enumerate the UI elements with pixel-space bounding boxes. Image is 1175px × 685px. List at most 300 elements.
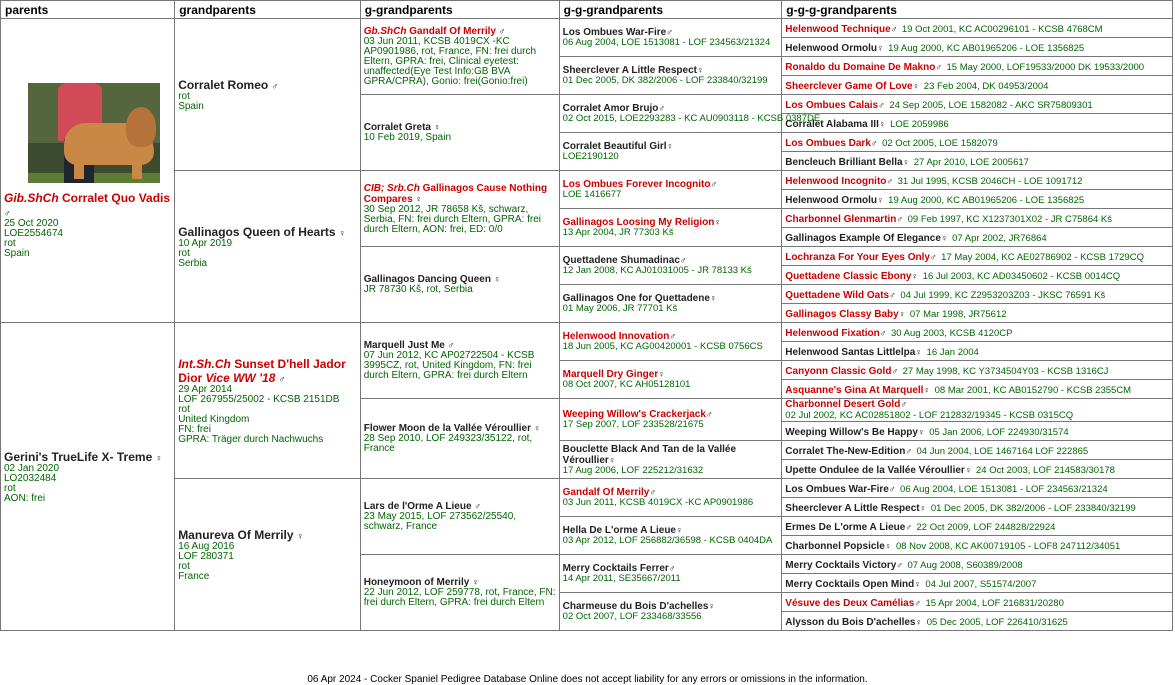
gen5-cell xyxy=(782,517,1173,536)
dog-name-link[interactable] xyxy=(785,309,905,320)
gen5-cell xyxy=(782,152,1173,171)
gen5-cell xyxy=(782,57,1173,76)
gen5-cell xyxy=(782,76,1173,95)
sex-icon: ♀ xyxy=(964,465,972,475)
dog-name-link[interactable] xyxy=(785,119,885,130)
dog-detail: 13 Apr 2004, JR 77303 Kš xyxy=(562,227,674,238)
gen4-cell xyxy=(559,57,782,95)
dog-name-link[interactable] xyxy=(4,191,171,219)
gen5-cell xyxy=(782,479,1173,498)
dog-name: Gandalf Of Merrily xyxy=(562,487,650,498)
dog-name: Helenwood Fixation xyxy=(785,328,880,339)
header-parents: parents xyxy=(1,1,175,19)
dog-detail: rot xyxy=(178,560,190,572)
gen4-cell xyxy=(559,517,782,555)
sex-icon: ♂ xyxy=(886,176,894,186)
header-g-g-g-grandparents: g-g-g-grandparents xyxy=(782,1,1173,19)
gen3-cell xyxy=(360,555,559,631)
disclaimer-footer: 06 Apr 2024 - Cocker Spaniel Pedigree Database Online does not accept liability for any errors or omissions in the information. xyxy=(307,674,868,685)
dog-detail: 08 Oct 2007, KC AH05128101 xyxy=(562,379,691,390)
gen5-cell xyxy=(782,498,1173,517)
dog-name-link[interactable] xyxy=(785,579,921,590)
header-g-g-grandparents: g-g-grandparents xyxy=(559,1,782,19)
sex-icon: ♀ xyxy=(433,122,441,132)
dog-detail: Serbia xyxy=(178,257,208,269)
dog-name: Sheerclever Game Of Love xyxy=(785,81,913,92)
dog-name: Gallinagos One for Quettadene xyxy=(562,293,710,304)
gen1-cell xyxy=(1,19,175,323)
gen5-cell xyxy=(782,304,1173,323)
dog-detail: 04 Jul 2007, S51574/2007 xyxy=(925,579,1037,590)
dog-detail: LOF 267955/25002 - KCSB 2151DB xyxy=(178,393,340,405)
dog-name: Merry Cocktails Victory xyxy=(785,560,897,571)
dog-name-link[interactable] xyxy=(4,450,171,464)
dog-detail: 02 Oct 2005, LOE 1582079 xyxy=(882,138,998,149)
sex-icon: ♂ xyxy=(666,27,673,37)
dog-name: Canyonn Classic Gold xyxy=(785,366,892,377)
sex-icon: ♂ xyxy=(4,207,11,218)
dog-detail: 16 Aug 2016 xyxy=(178,540,235,552)
dog-photo[interactable] xyxy=(28,83,160,183)
dog-detail: 04 Jul 1999, KC Z2953203Z03 - JKSC 76591 Kš xyxy=(900,290,1106,301)
gen5-cell xyxy=(782,209,1173,228)
gen3-cell xyxy=(360,95,559,171)
dog-name: Flower Moon de la Vallée Véroullier xyxy=(363,423,531,434)
gen5-cell xyxy=(782,171,1173,190)
dog-name-link[interactable] xyxy=(785,176,893,187)
sex-icon: ♂ xyxy=(669,331,677,341)
dog-detail: 22 Jun 2012, LOF 259778, rot, France, FN: frei durch Eltern, GPRA: frei durch Eltern xyxy=(363,587,556,608)
dog-name-link[interactable] xyxy=(563,444,779,466)
sex-icon: ♂ xyxy=(498,26,506,36)
dog-detail: 03 Jun 2011, KCSB 4019CX -KC AP0901986 xyxy=(562,497,754,508)
dog-name-link[interactable] xyxy=(785,290,896,301)
sex-icon: ♂ xyxy=(474,501,482,511)
dog-detail: 17 May 2004, KC AE02786902 - KCSB 1729CQ xyxy=(941,252,1144,263)
sex-icon: ♀ xyxy=(714,217,722,227)
dog-name-link[interactable] xyxy=(785,195,883,206)
gen4-cell xyxy=(559,593,782,631)
dog-detail: 08 Mar 2001, KC AB0152790 - KCSB 2355CM xyxy=(934,385,1132,396)
sex-icon: ♀ xyxy=(415,193,423,204)
dog-detail: 31 Jul 1995, KCSB 2046CH - LOE 1091712 xyxy=(897,176,1083,187)
dog-detail: 28 Sep 2010, LOF 249323/35122, rot, France xyxy=(363,433,533,454)
dog-name: Helenwood Ormolu xyxy=(785,43,877,54)
sex-icon: ♂ xyxy=(888,484,896,494)
dog-name-link[interactable] xyxy=(785,399,1169,410)
dog-detail: LO2032484 xyxy=(4,472,57,484)
sex-icon: ♀ xyxy=(608,454,616,465)
dog-name-link[interactable] xyxy=(785,271,918,282)
dog-name: Corralet Alabama III xyxy=(785,119,879,130)
dog-detail: France xyxy=(178,570,210,582)
dog-name: Hella De L'orme A Lieue xyxy=(562,525,676,536)
sex-icon: ♀ xyxy=(696,65,704,75)
dog-detail: rot xyxy=(178,90,190,102)
dog-name: Lars de l'Orme A Lieue xyxy=(363,501,472,512)
dog-name-link[interactable] xyxy=(785,24,897,35)
dog-detail: 25 Oct 2020 xyxy=(4,217,59,229)
dog-name: Upette Ondulee de la Vallée Véroullier xyxy=(785,465,965,476)
gen5-cell xyxy=(782,285,1173,304)
dog-name: Corralet Romeo xyxy=(178,77,269,92)
dog-detail: 23 May 2015, LOF 273562/25540, schwarz, France xyxy=(363,511,517,532)
sex-icon: ♀ xyxy=(884,541,892,551)
dog-detail: 07 Apr 2002, JR76864 xyxy=(952,233,1047,244)
gen5-cell xyxy=(782,380,1173,399)
dog-name: Charbonnel Glenmartin xyxy=(785,214,897,225)
dog-detail: 02 Oct 2007, LOF 233468/33556 xyxy=(562,611,702,622)
gen2-cell xyxy=(175,323,361,479)
dog-detail: FN: frei xyxy=(178,423,211,435)
gen5-cell xyxy=(782,460,1173,479)
gen4-cell xyxy=(559,247,782,285)
gen5-cell xyxy=(782,342,1173,361)
dog-name: Charbonnel Popsicle xyxy=(785,541,885,552)
dog-detail: 07 Mar 1998, JR75612 xyxy=(909,309,1007,320)
sex-icon: ♀ xyxy=(898,309,906,319)
dog-detail: 24 Sep 2005, LOE 1582082 - AKC SR75809301 xyxy=(889,100,1093,111)
dog-name-link[interactable] xyxy=(785,62,942,73)
dog-name: Corralet Beautiful Girl xyxy=(562,141,667,152)
dog-detail: 19 Aug 2000, KC AB01965206 - LOE 1356825 xyxy=(888,43,1085,54)
dog-detail: 19 Aug 2000, KC AB01965206 - LOE 1356825 xyxy=(888,195,1085,206)
sex-icon: ♂ xyxy=(679,255,687,265)
dog-name: Quettadene Classic Ebony xyxy=(785,271,912,282)
dog-detail: 01 Dec 2005, DK 382/2006 - LOF 233840/32199 xyxy=(930,503,1136,514)
gen5-cell xyxy=(782,95,1173,114)
sex-icon: ♂ xyxy=(896,560,904,570)
title-prefix: Int.Sh.Ch xyxy=(178,356,231,371)
dog-name: Corralet Quo Vadis xyxy=(62,190,171,205)
sex-icon: ♀ xyxy=(658,369,665,379)
sex-icon: ♀ xyxy=(911,271,919,281)
dog-name: Gallinagos Dancing Queen xyxy=(363,274,491,285)
sex-icon: ♀ xyxy=(919,503,927,513)
sex-icon: ♂ xyxy=(870,138,878,148)
dog-name: Gallinagos Loosing My Religion xyxy=(562,217,715,228)
pedigree-row xyxy=(1,171,1173,190)
dog-detail: 01 May 2006, JR 77701 Kš xyxy=(562,303,678,314)
dog-detail: 03 Jun 2011, KCSB 4019CX -KC AP0901986, rot, France, FN: frei durch Eltern, GPRA: frei, Clinical eyetest: unaffected(Eye Test Info:GB BVA GPRA/CPRA), Gonio: frei(Gonio:frei) xyxy=(363,36,537,87)
gen5-cell xyxy=(782,399,1173,422)
dog-name: Gallinagos Queen of Hearts xyxy=(178,224,336,239)
sex-icon: ♀ xyxy=(876,195,884,205)
dog-detail: 04 Jun 2004, LOE 1467164 LOF 222865 xyxy=(916,446,1089,457)
dog-name: Gandalf Of Merrily xyxy=(409,26,496,37)
dog-detail: 16 Jul 2003, KC AD03450602 - KCSB 0014CQ xyxy=(922,271,1121,282)
dog-name-link[interactable] xyxy=(785,347,922,358)
dog-name-link[interactable] xyxy=(785,252,936,263)
dog-detail: Spain xyxy=(178,100,204,112)
gen4-cell xyxy=(559,95,821,133)
sex-icon: ♂ xyxy=(929,252,937,262)
dog-detail: 08 Nov 2008, KC AK00719105 - LOF8 247112/34051 xyxy=(895,541,1121,552)
dog-detail: 10 Apr 2019 xyxy=(178,237,233,249)
dog-name-link[interactable] xyxy=(178,78,357,92)
dog-name: Corralet Greta xyxy=(363,122,431,133)
dog-name: Marquell Just Me xyxy=(363,340,445,351)
gen4-cell xyxy=(559,209,782,247)
sex-icon: ♀ xyxy=(709,293,717,303)
gen5-cell xyxy=(782,361,1173,380)
dog-detail: rot xyxy=(4,237,16,249)
dog-detail: LOF 280371 xyxy=(178,550,234,562)
pedigree-row xyxy=(1,479,1173,498)
sex-icon: ♂ xyxy=(935,62,943,72)
dog-name-link[interactable] xyxy=(785,598,921,609)
dog-name: Bouclette Black And Tan de la Vallée Véroullier xyxy=(562,443,737,466)
dog-name: Merry Cocktails Open Mind xyxy=(785,579,915,590)
dog-detail: 05 Dec 2005, LOF 226410/31625 xyxy=(926,617,1068,628)
sex-icon: ♂ xyxy=(649,487,657,497)
dog-detail: 02 Jan 2020 xyxy=(4,462,60,474)
dog-name: Lochranza For Your Eyes Only xyxy=(785,252,930,263)
dog-name: Los Ombues Forever Incognito xyxy=(562,179,711,190)
dog-detail: 09 Feb 1997, KC X1237301X02 - JR C75864 Kš xyxy=(907,214,1113,225)
dog-name: Helenwood Ormolu xyxy=(785,195,877,206)
dog-name: Gallinagos Example Of Elegance xyxy=(785,233,941,244)
sex-icon: ♀ xyxy=(914,579,921,589)
dog-detail: rot xyxy=(178,247,190,259)
dog-detail: 07 Aug 2008, S60389/2008 xyxy=(907,560,1023,571)
dog-name-link[interactable] xyxy=(785,560,903,571)
sex-icon: ♂ xyxy=(710,179,718,189)
dog-name: Helenwood Technique xyxy=(785,24,891,35)
dog-name: Quettadene Shumadinac xyxy=(562,255,680,266)
dog-detail: AON: frei xyxy=(4,492,46,504)
dog-name: Quettadene Wild Oats xyxy=(785,290,890,301)
dog-name-link[interactable] xyxy=(785,484,895,495)
dog-name: Charmeuse du Bois D'achelles xyxy=(562,601,709,612)
sex-icon: ♀ xyxy=(666,141,674,151)
dog-detail: 12 Jan 2008, KC AJ01031005 - JR 78133 Kš xyxy=(562,265,752,276)
dog-name: Helenwood Santas Littlelpa xyxy=(785,347,916,358)
sex-icon: ♂ xyxy=(890,24,898,34)
sex-icon: ♀ xyxy=(338,227,346,238)
dog-name-link[interactable] xyxy=(785,503,926,514)
dog-name: Charbonnel Desert Gold xyxy=(785,399,901,410)
dog-detail: 29 Apr 2014 xyxy=(178,383,233,395)
dog-detail: 10 Feb 2019, Spain xyxy=(363,132,452,143)
sex-icon: ♂ xyxy=(914,598,922,608)
dog-name: Ermes De L'orme A Lieue xyxy=(785,522,906,533)
gen4-cell xyxy=(559,19,782,57)
dog-detail: 14 Apr 2011, SE35667/2011 xyxy=(562,573,681,584)
dog-detail: 22 Oct 2009, LOF 244828/22924 xyxy=(916,522,1056,533)
dog-name: Honeymoon of Merrily xyxy=(363,577,470,588)
gen4-cell xyxy=(559,399,782,441)
dog-name-link[interactable] xyxy=(785,100,885,111)
gen3-cell xyxy=(360,399,559,479)
dog-name-link[interactable] xyxy=(785,522,912,533)
dog-name: Ronaldo du Domaine De Makno xyxy=(785,62,936,73)
pedigree-row xyxy=(1,19,1173,38)
dog-name: Sunset D'hell Jador Dior xyxy=(178,356,346,385)
dog-name-link[interactable] xyxy=(785,138,877,149)
dog-detail: 30 Sep 2012, JR 78658 Kš, schwarz, Serbia, FN: frei durch Eltern, GPRA: frei durch Eltern, AON: frei, ED: 0/0 xyxy=(363,203,541,235)
sex-icon: ♀ xyxy=(676,525,683,535)
pedigree-row xyxy=(1,323,1173,342)
gen5-cell xyxy=(782,228,1173,247)
sex-icon: ♀ xyxy=(923,385,931,395)
gen3-cell xyxy=(360,171,559,247)
dog-name: Los Ombues War-Fire xyxy=(562,27,667,38)
dog-name: Los Ombues Dark xyxy=(785,138,871,149)
dog-name-link[interactable] xyxy=(785,328,886,339)
dog-name-link[interactable] xyxy=(785,617,922,628)
dog-name-link[interactable] xyxy=(785,233,947,244)
header-row xyxy=(1,1,1173,19)
sex-icon: ♂ xyxy=(879,328,887,338)
dog-detail: LOE2554674 xyxy=(4,227,63,239)
sex-icon: ♂ xyxy=(271,80,279,91)
dog-detail: 07 Jun 2012, KC AP02722504 - KCSB 3995CZ, rot, United Kingdom, FN: frei durch Eltern, GPRA: frei durch Eltern xyxy=(363,350,535,381)
gen5-cell xyxy=(782,38,1173,57)
dog-detail: LOE2190120 xyxy=(562,151,619,162)
dog-name: Weeping Willow's Be Happy xyxy=(785,427,918,438)
gen3-cell xyxy=(360,247,559,323)
dog-detail: 16 Jan 2004 xyxy=(926,347,979,358)
gen3-cell xyxy=(360,19,559,95)
dog-detail: 03 Apr 2012, LOF 256882/36598 - KCSB 0404DA xyxy=(562,535,773,546)
dog-name: Helenwood Incognito xyxy=(785,176,887,187)
gen5-cell xyxy=(782,133,1173,152)
dog-name-link[interactable] xyxy=(785,446,912,457)
dog-name-link[interactable] xyxy=(785,157,909,168)
sex-icon: ♀ xyxy=(940,233,948,243)
dog-name-link[interactable] xyxy=(785,427,924,438)
gen5-cell xyxy=(782,536,1173,555)
dog-name: Manureva Of Merrily xyxy=(178,527,294,542)
gen5-cell xyxy=(782,266,1173,285)
sex-icon: ♂ xyxy=(891,366,899,376)
sex-icon: ♀ xyxy=(533,423,541,433)
dog-name-link[interactable] xyxy=(178,225,357,239)
gen5-cell xyxy=(782,593,1173,612)
dog-name-link[interactable] xyxy=(178,357,357,385)
sex-icon: ♀ xyxy=(917,427,925,437)
dog-detail: 18 Jun 2005, KC AG00420001 - KCSB 0756CS xyxy=(562,341,763,352)
dog-detail: 06 Aug 2004, LOE 1513081 - LOF 234563/21324 xyxy=(900,484,1108,495)
gen4-cell xyxy=(559,323,782,361)
dog-name-link[interactable] xyxy=(785,366,898,377)
dog-detail: rot xyxy=(4,482,16,494)
sex-icon: ♂ xyxy=(668,563,676,573)
sex-icon: ♂ xyxy=(905,446,913,456)
dog-detail: 06 Aug 2004, LOE 1513081 - LOF 234563/21324 xyxy=(562,37,771,48)
dog-name: Helenwood Innovation xyxy=(562,331,670,342)
dog-detail: 27 Apr 2010, LOE 2005617 xyxy=(913,157,1029,168)
dog-name: Weeping Willow's Crackerjack xyxy=(562,409,706,420)
sex-icon: ♀ xyxy=(878,119,886,129)
dog-name: Alysson du Bois D'achelles xyxy=(785,617,916,628)
sex-icon: ♀ xyxy=(708,601,716,611)
sex-icon: ♂ xyxy=(658,103,666,113)
header-g-grandparents: g-grandparents xyxy=(360,1,559,19)
dog-name: Corralet Amor Brujo xyxy=(562,103,659,114)
dog-name-link[interactable] xyxy=(785,465,971,476)
title-prefix: CIB; Srb.Ch xyxy=(363,182,420,194)
sex-icon: ♀ xyxy=(902,157,910,167)
dog-name: Merry Cocktails Ferrer xyxy=(562,563,669,574)
sex-icon: ♂ xyxy=(705,409,713,419)
dog-detail: 02 Oct 2015, LOE2293283 - KC AU0903118 - KCSB 0387DE xyxy=(562,113,821,124)
dog-detail: 27 May 1998, KC Y3734504Y03 - KCSB 1316CJ xyxy=(902,366,1109,377)
dog-name: Gerini's TrueLife X- Treme xyxy=(4,449,153,464)
gen5-cell xyxy=(782,422,1173,441)
dog-name: Sheerclever A Little Respect xyxy=(562,65,697,76)
sex-icon: ♂ xyxy=(878,100,885,110)
sex-icon: ♀ xyxy=(155,452,163,463)
gen5-cell xyxy=(782,114,1173,133)
gen5-cell xyxy=(782,555,1173,574)
dog-detail: rot xyxy=(178,403,190,415)
dog-detail: 15 Apr 2004, LOF 216831/20280 xyxy=(925,598,1064,609)
gen3-cell xyxy=(360,479,559,555)
dog-name: Marquell Dry Ginger xyxy=(562,369,659,380)
dog-detail: 19 Oct 2001, KC AC00296101 - KCSB 4768CM xyxy=(901,24,1103,35)
dog-detail: 17 Aug 2006, LOF 225212/31632 xyxy=(562,464,704,476)
sex-icon: ♀ xyxy=(915,617,923,627)
dog-name: Los Ombues War-Fire xyxy=(785,484,889,495)
sex-icon: ♀ xyxy=(296,530,304,541)
dog-name-link[interactable] xyxy=(785,385,930,396)
dog-name-link[interactable] xyxy=(785,214,903,225)
dog-detail: 01 Dec 2005, DK 382/2006 - LOF 233840/32199 xyxy=(562,75,768,86)
dog-name: Corralet The-New-Edition xyxy=(785,446,906,457)
title-prefix: Gib.ShCh xyxy=(4,190,59,205)
sex-icon: ♀ xyxy=(472,577,479,587)
sex-icon: ♂ xyxy=(447,340,455,350)
dog-detail: 30 Aug 2003, KCSB 4120CP xyxy=(890,328,1013,339)
header-grandparents: grandparents xyxy=(175,1,361,19)
title-prefix: Gb.ShCh xyxy=(363,26,407,37)
gen2-cell xyxy=(175,171,361,323)
dog-name-link[interactable] xyxy=(178,528,357,542)
dog-name: Los Ombues Calais xyxy=(785,100,879,111)
dog-name-link[interactable] xyxy=(785,541,891,552)
dog-detail: United Kingdom xyxy=(178,413,250,425)
gen4-cell xyxy=(559,171,782,209)
dog-name-link[interactable] xyxy=(364,183,556,205)
gen4-cell xyxy=(559,133,782,171)
dog-name-link[interactable] xyxy=(785,81,919,92)
gen2-cell xyxy=(175,479,361,631)
gen1-cell xyxy=(1,323,175,631)
sex-icon: ♀ xyxy=(912,81,920,91)
sex-icon: ♂ xyxy=(896,214,904,224)
sex-icon: ♀ xyxy=(493,274,501,284)
sex-icon: ♀ xyxy=(915,347,923,357)
gen4-cell xyxy=(559,441,782,479)
dog-name: Sheerclever A Little Respect xyxy=(785,503,920,514)
dog-name-link[interactable] xyxy=(785,43,883,54)
dog-detail: 24 Oct 2003, LOF 214583/30178 xyxy=(976,465,1115,476)
gen4-cell xyxy=(559,361,782,399)
dog-name: Gallinagos Classy Baby xyxy=(785,309,899,320)
dog-detail: 17 Sep 2007, LOF 233528/21675 xyxy=(562,419,704,430)
gen5-cell xyxy=(782,247,1173,266)
gen4-cell xyxy=(559,555,782,593)
sex-icon: ♂ xyxy=(900,399,908,409)
dog-detail: Spain xyxy=(4,247,30,259)
sex-icon: ♂ xyxy=(278,373,286,384)
dog-name: Vésuve des Deux Camélias xyxy=(785,598,915,609)
sex-icon: ♀ xyxy=(876,43,884,53)
dog-detail: 02 Jul 2002, KC AC02851802 - LOF 212832/19345 - KCSB 0315CQ xyxy=(785,410,1074,421)
dog-detail: JR 78730 Kš, rot, Serbia xyxy=(363,284,473,295)
